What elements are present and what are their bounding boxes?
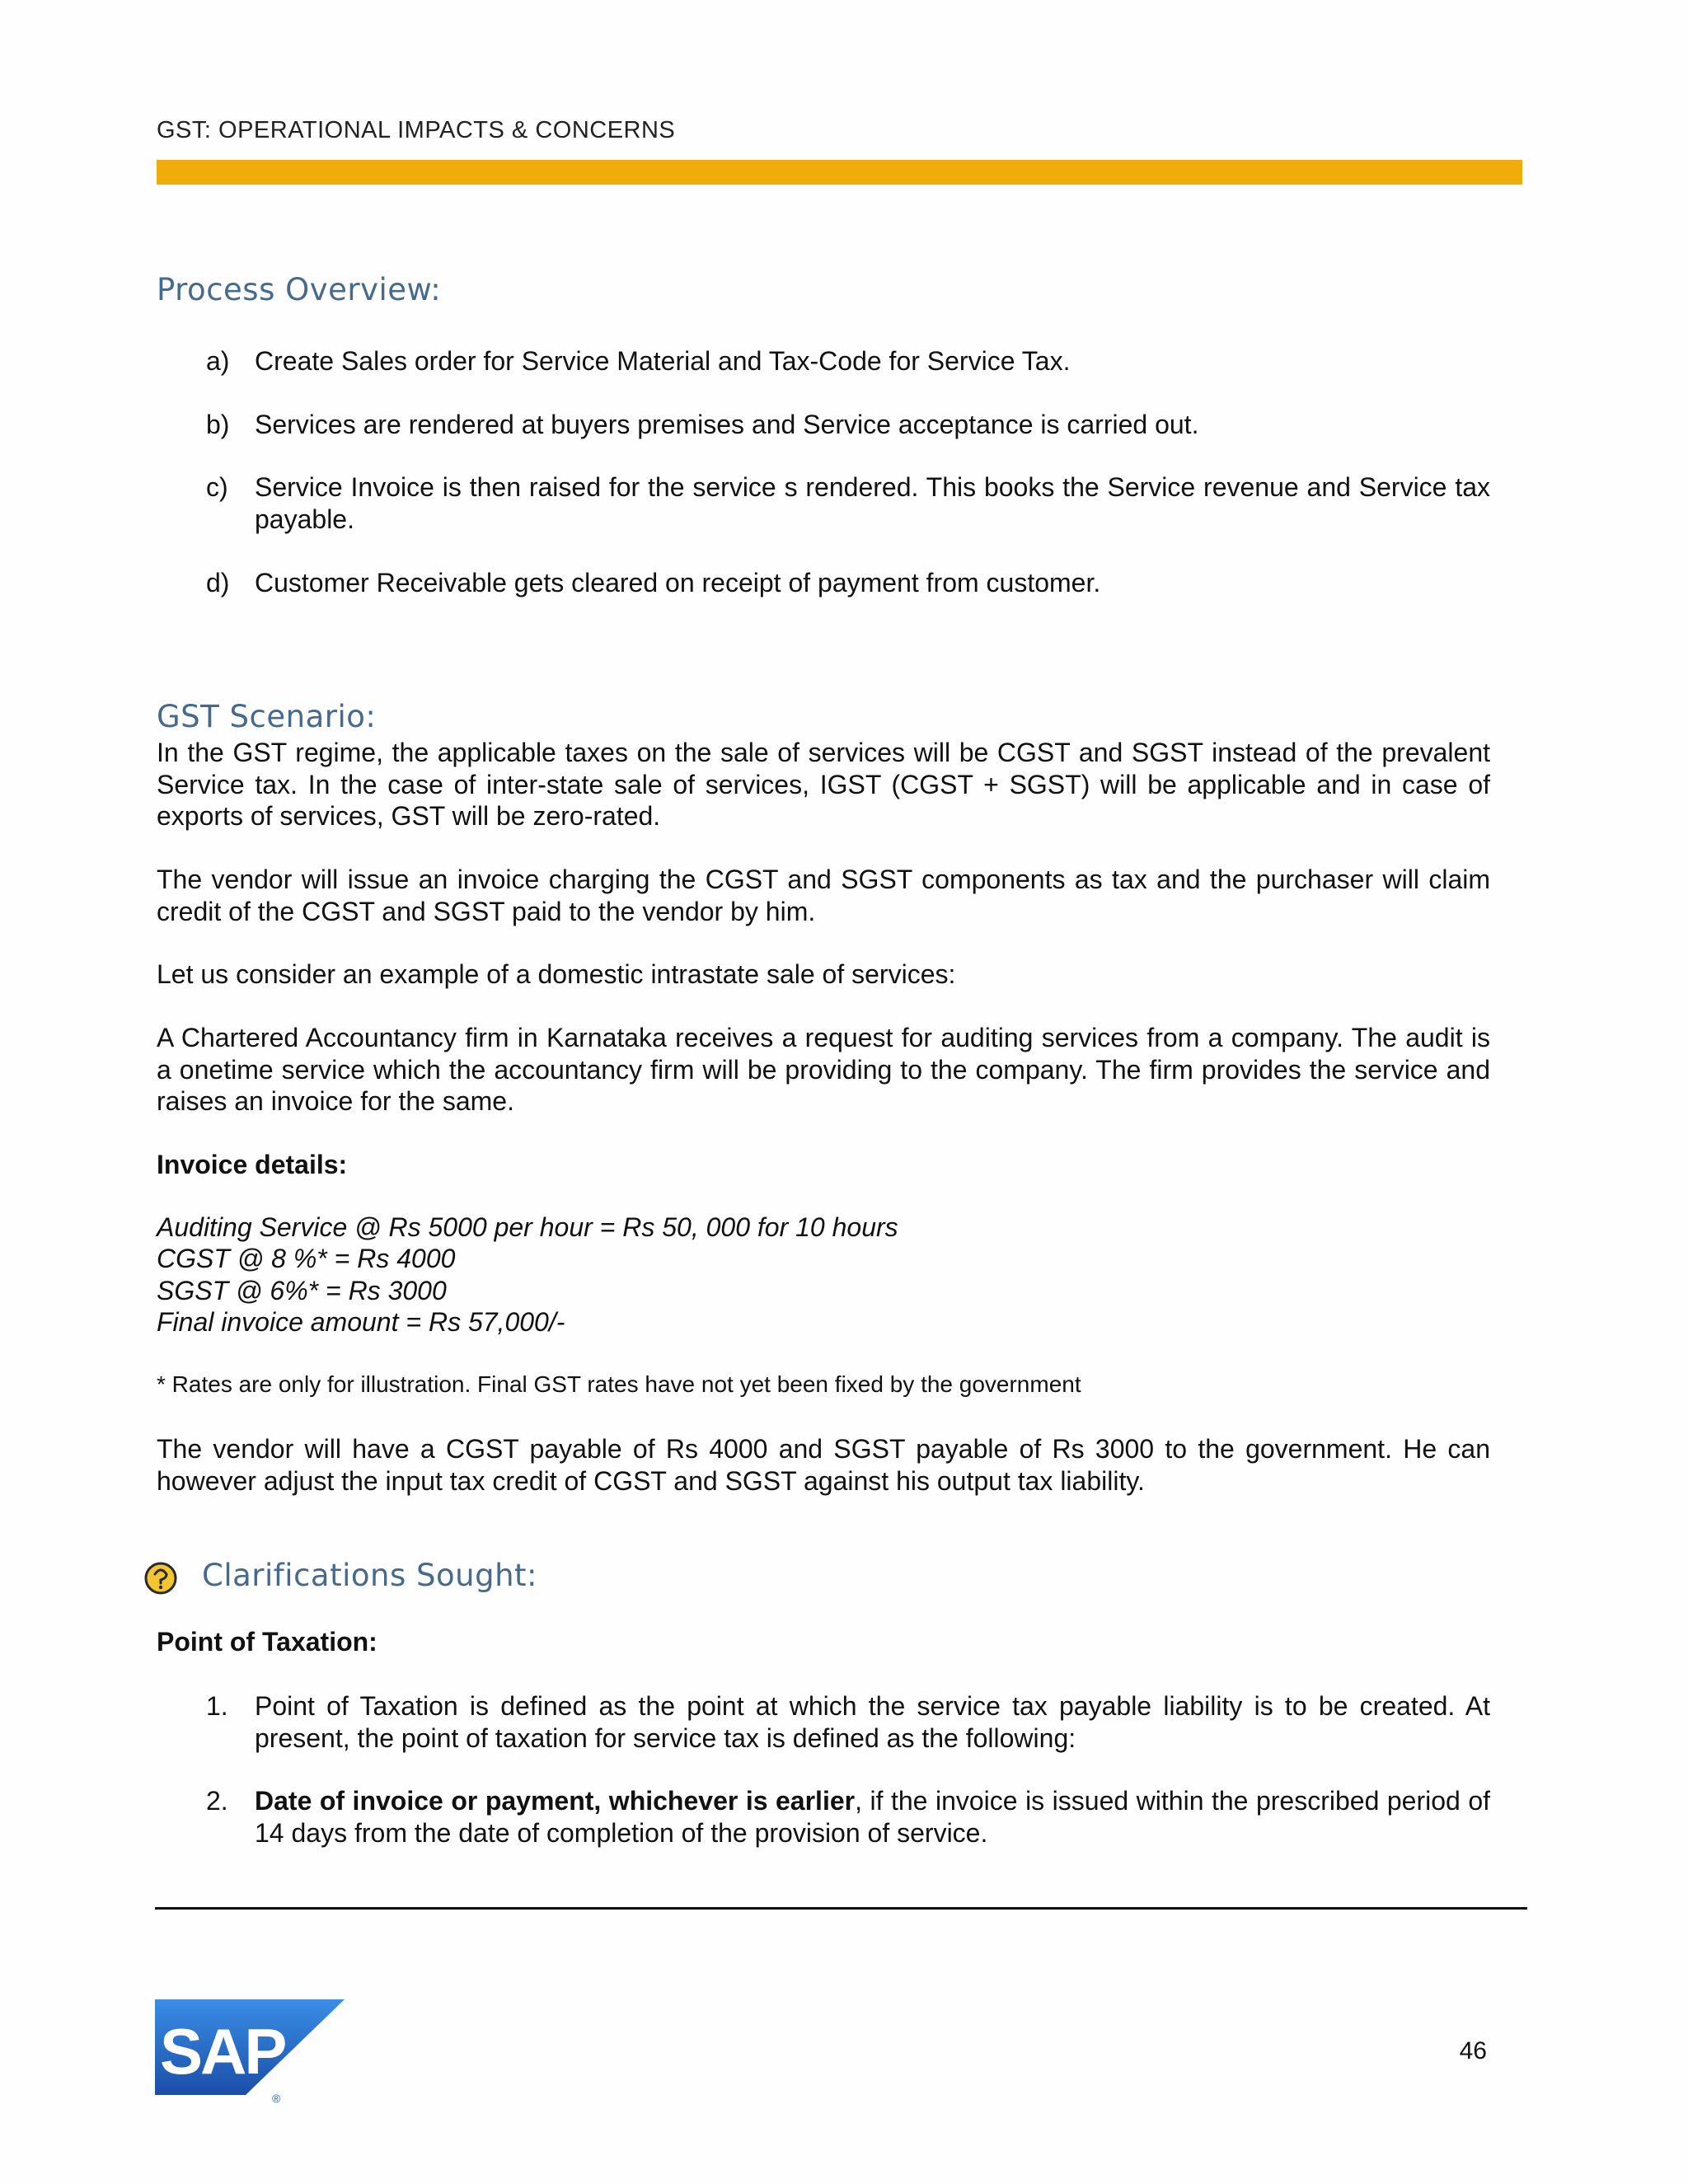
list-item <box>206 471 1490 535</box>
header-accent-bar <box>157 160 1522 185</box>
list-item-text <box>255 1785 1490 1849</box>
invoice-line: SGST @ 6%* = Rs 3000 <box>157 1276 447 1305</box>
rates-footnote: * Rates are only for illustration. Final GST rates have not yet been fixed by the government <box>157 1371 1081 1397</box>
clarifications-heading: Clarifications Sought: <box>202 1558 537 1593</box>
example-intro: Let us consider an example of a domestic intrastate sale of services: <box>157 959 956 989</box>
invoice-line: Final invoice amount = Rs 57,000/- <box>157 1307 565 1337</box>
list-item <box>206 1785 1490 1849</box>
list-item-text: Point of Taxation is defined as the point at which the service tax payable liability is to be created. At present, the point of taxation for service tax is defined as the following: <box>255 1691 1490 1753</box>
list-item-text: Customer Receivable gets cleared on receipt of payment from customer. <box>255 568 1101 598</box>
page-number: 46 <box>1459 2037 1487 2064</box>
list-marker: 2. <box>206 1786 228 1816</box>
vendor-paragraph: The vendor will issue an invoice charging the CGST and SGST components as tax and the purchaser will claim credit of the CGST and SGST paid to the vendor by him. <box>157 865 1490 926</box>
list-item-text: Services are rendered at buyers premises and Service acceptance is carried out. <box>255 410 1199 439</box>
emphasis-text: Date of invoice or payment, whichever is earlier <box>255 1786 856 1816</box>
point-of-taxation-heading: Point of Taxation: <box>157 1627 377 1657</box>
invoice-details-heading: Invoice details: <box>157 1150 348 1179</box>
example-paragraph: A Chartered Accountancy firm in Karnataka receives a request for auditing services from a company. The audit is a onetime service which the accountancy firm will be providing to the company. The firm provides the service and raises an invoice for the same. <box>157 1023 1490 1116</box>
list-marker: b) <box>206 410 230 439</box>
list-item <box>206 409 1490 441</box>
sap-logo <box>155 1999 353 2111</box>
list-marker: d) <box>206 568 230 598</box>
invoice-line: Auditing Service @ Rs 5000 per hour = Rs 50, 000 for 10 hours <box>157 1212 898 1242</box>
list-item-text: Service Invoice is then raised for the service s rendered. This books the Service revenue and Service tax payable. <box>255 472 1490 534</box>
list-item <box>206 1690 1490 1754</box>
liability-paragraph: The vendor will have a CGST payable of Rs 4000 and SGST payable of Rs 3000 to the government. He can however adjust the input tax credit of CGST and SGST against his output tax liability. <box>157 1434 1490 1496</box>
gst-scenario-heading: GST Scenario: <box>157 699 377 734</box>
list-item <box>206 567 1490 599</box>
registered-mark: ® <box>272 2092 281 2105</box>
sap-logo-text: SAP <box>160 2015 285 2088</box>
list-item-text: Create Sales order for Service Material and Tax-Code for Service Tax. <box>255 346 1071 376</box>
list-item-rest: , if the invoice is issued within the prescribed period of 14 days from the date of completion of the provision of service. <box>255 1786 1491 1848</box>
list-marker: c) <box>206 472 228 502</box>
list-marker: a) <box>206 346 230 376</box>
running-header: GST: OPERATIONAL IMPACTS & CONCERNS <box>157 117 676 143</box>
footer-rule <box>155 1907 1527 1910</box>
question-face-icon <box>143 1561 178 1596</box>
list-marker: 1. <box>206 1691 228 1721</box>
scenario-paragraph: In the GST regime, the applicable taxes on the sale of services will be CGST and SGST instead of the prevalent Service tax. In the case of inter-state sale of services, IGST (CGST + SGST) will be applicable and in case of exports of services, GST will be zero-rated. <box>157 738 1490 831</box>
list-item <box>206 345 1490 377</box>
process-overview-heading: Process Overview: <box>157 272 442 307</box>
invoice-line: CGST @ 8 %* = Rs 4000 <box>157 1244 456 1273</box>
